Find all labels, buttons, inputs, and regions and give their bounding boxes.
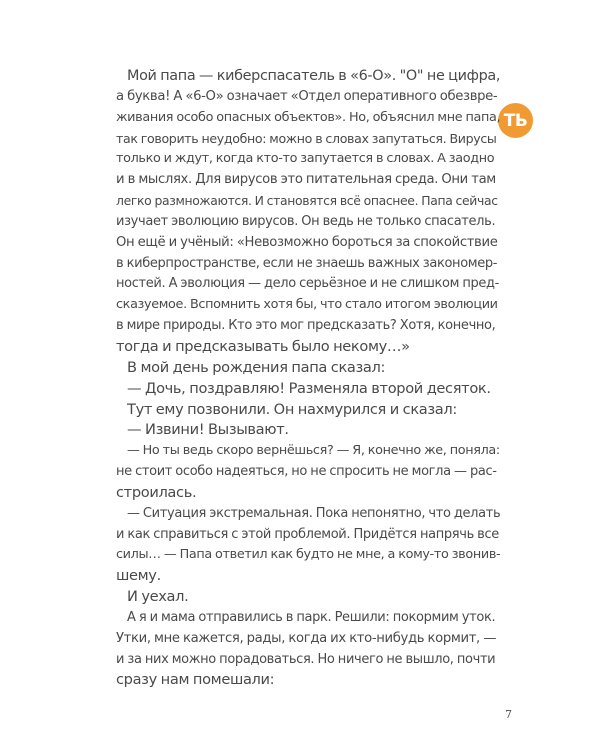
text-line: силы… — Папа ответил как будто не мне, а кому-то звонив-	[116, 547, 501, 563]
body-text	[116, 66, 500, 691]
text-line: — Ситуация экстремальная. Пока непонятно, что делать	[127, 505, 501, 521]
text-line: — Извини! Вызывают.	[127, 421, 289, 439]
text-line: Он ещё и учёный: «Невозможно бороться за спокойствие	[116, 234, 498, 250]
text-line: ностей. А эволюция — дело серьёзное и не слишком пред-	[116, 276, 500, 292]
text-line: В мой день рождения папа сказал:	[127, 358, 386, 376]
text-line: так говорить неудобно: можно в словах запутаться. Вирусы	[116, 130, 497, 146]
text-line: — Дочь, поздравляю! Разменяла второй десяток.	[127, 379, 491, 397]
text-line: сразу нам помешали:	[116, 671, 275, 689]
text-line: не стоит особо надеяться, но не спросить не могла — рас-	[116, 464, 497, 480]
text-line: тогда и предсказывать было некому…»	[116, 337, 410, 355]
text-line: Мой папа — киберспасатель в «6-О». "О" не цифра,	[127, 68, 501, 84]
badge-text: ТЬ	[503, 110, 528, 131]
text-line: изучает эволюцию вирусов. Он ведь не только спасатель.	[116, 213, 496, 229]
text-line: легко размножаются. И становятся всё опаснее. Папа сейчас	[116, 193, 498, 209]
text-line: только и ждут, когда кто-то запутается в словах. А заодно	[116, 151, 495, 167]
text-line: живания особо опасных объектов». Но, объяснил мне папа,	[116, 109, 501, 125]
text-line: и в мыслях. Для вирусов это питательная среда. Они там	[116, 172, 496, 188]
text-line: шему.	[116, 567, 161, 585]
text-line: в киберпространстве, если не знаешь важных закономер-	[116, 255, 498, 271]
text-line: строилась.	[116, 483, 197, 501]
text-line: А я и мама отправились в парк. Решили: покормим уток.	[127, 609, 496, 625]
text-line: и за них можно порадоваться. Но ничего не вышло, почти	[116, 651, 496, 667]
text-line: И уехал.	[127, 588, 189, 606]
text-line: в мире природы. Кто это мог предсказать? Хотя, конечно,	[116, 318, 496, 334]
page-number: 7	[505, 708, 512, 721]
text-line: — Но ты ведь скоро вернёшься? — Я, конечно же, поняла:	[127, 443, 500, 459]
text-line: Тут ему позвонили. Он нахмурился и сказал:	[127, 400, 457, 418]
syllable-badge	[498, 103, 533, 138]
text-line: а буква! А «6-О» означает «Отдел оперативного обезвре-	[116, 88, 498, 104]
text-line: сказуемое. Вспомнить хотя бы, что стало итогом эволюции	[116, 297, 498, 313]
text-line: Утки, мне кажется, рады, когда их кто-нибудь кормит, —	[116, 630, 497, 646]
text-line: и как справиться с этой проблемой. Придётся напрячь все	[116, 526, 499, 542]
